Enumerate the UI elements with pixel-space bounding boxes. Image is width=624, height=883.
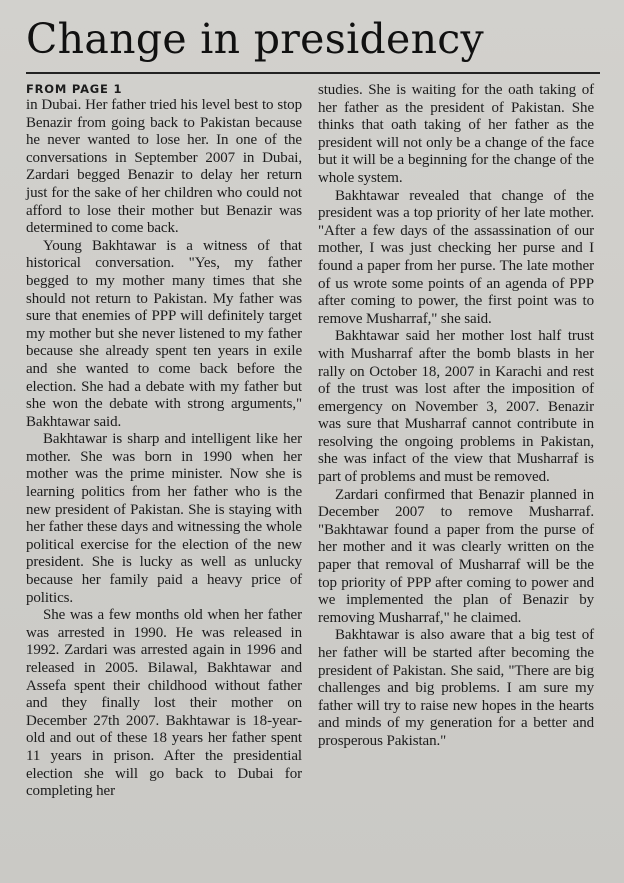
paragraph: Bakhtawar is also aware that a big test of her father will be started after becoming the president of Pakistan. She said, "There are big challenges and big problems. I am sure my father will try to raise new hopes in the hearts and minds of my generation for a better and prosperous Pakistan." <box>318 627 594 749</box>
kicker: FROM PAGE 1 <box>26 82 123 96</box>
paragraph: Bakhtawar revealed that change of the president was a top priority of her late mother. "After a few days of the assassination of our mother, I was just checking her purse and I found a paper from her purse. The late mother of us wrote some points of an agenda of PPP after coming to power, the first point was to remove Musharraf," she said. <box>318 187 594 327</box>
paragraph: in Dubai. Her father tried his level best to stop Benazir from going back to Pakistan because he never wanted to lose her. In one of the conversations in September 2007 in Dubai, Zardari begged Benazir to delay her return just for the sake of her children who could not afford to lose their mother but Benazir was determined to come back. <box>26 97 302 237</box>
article-columns <box>26 82 600 801</box>
paragraph: She was a few months old when her father was arrested in 1990. He was released in 1992. Zardari was arrested again in 1996 and released in 2005. Bilawal, Bakhtawar and Assefa spent their childhood without father and they finally lost their mother on December 27th 2007. Bakhtawar is 18-year-old and out of these 18 years her father spent 11 years in prison. After the presidential election she will go back to Dubai for completing her <box>26 607 302 800</box>
paragraph: studies. She is waiting for the oath taking of her father as the president of Pakistan. She thinks that oath taking of her father as the president will not only be a change of the face but it will be a beginning for the change of the whole system. <box>318 82 594 186</box>
paragraph: Bakhtawar said her mother lost half trust with Musharraf after the bomb blasts in her rally on October 18, 2007 in Karachi and rest of the trust was lost after the imposition of emergency on November 3, 2007. Benazir was sure that Musharraf cannot contribute in resolving the ongoing problems in Pakistan, she was infact of the view that Musharraf is part of problems and must be removed. <box>318 328 594 486</box>
paragraph: Zardari confirmed that Benazir planned in December 2007 to remove Musharraf. "Bakhtawar found a paper from the purse of her mother and it was clearly written on the paper that removal of Musharraf will be the top priority of PPP after coming to power and we implemented the plan of Benazir by removing Musharraf," he claimed. <box>318 486 594 626</box>
headline: Change in presidency <box>26 15 485 63</box>
left-column <box>26 82 302 801</box>
right-column <box>318 82 594 801</box>
paragraph: Bakhtawar is sharp and intelligent like her mother. She was born in 1990 when her mother was the prime minister. Now she is learning politics from her father who is the new president of Pakistan. She is staying with her father these days and witnessing the whole political exercise for the election of the new president. She is lucky as well as unlucky because her family paid a heavy price of politics. <box>26 431 302 606</box>
headline-rule <box>26 72 600 74</box>
paragraph: Young Bakhtawar is a witness of that historical conversation. "Yes, my father begged to my mother many times that she should not return to Pakistan. My father was sure that enemies of PPP will definitely target my mother but she never listened to my father because she already spent ten years in exile and she wanted to come back before the election. She had a debate with my father but she won the debate with strong arguments," Bakhtawar said. <box>26 237 302 430</box>
